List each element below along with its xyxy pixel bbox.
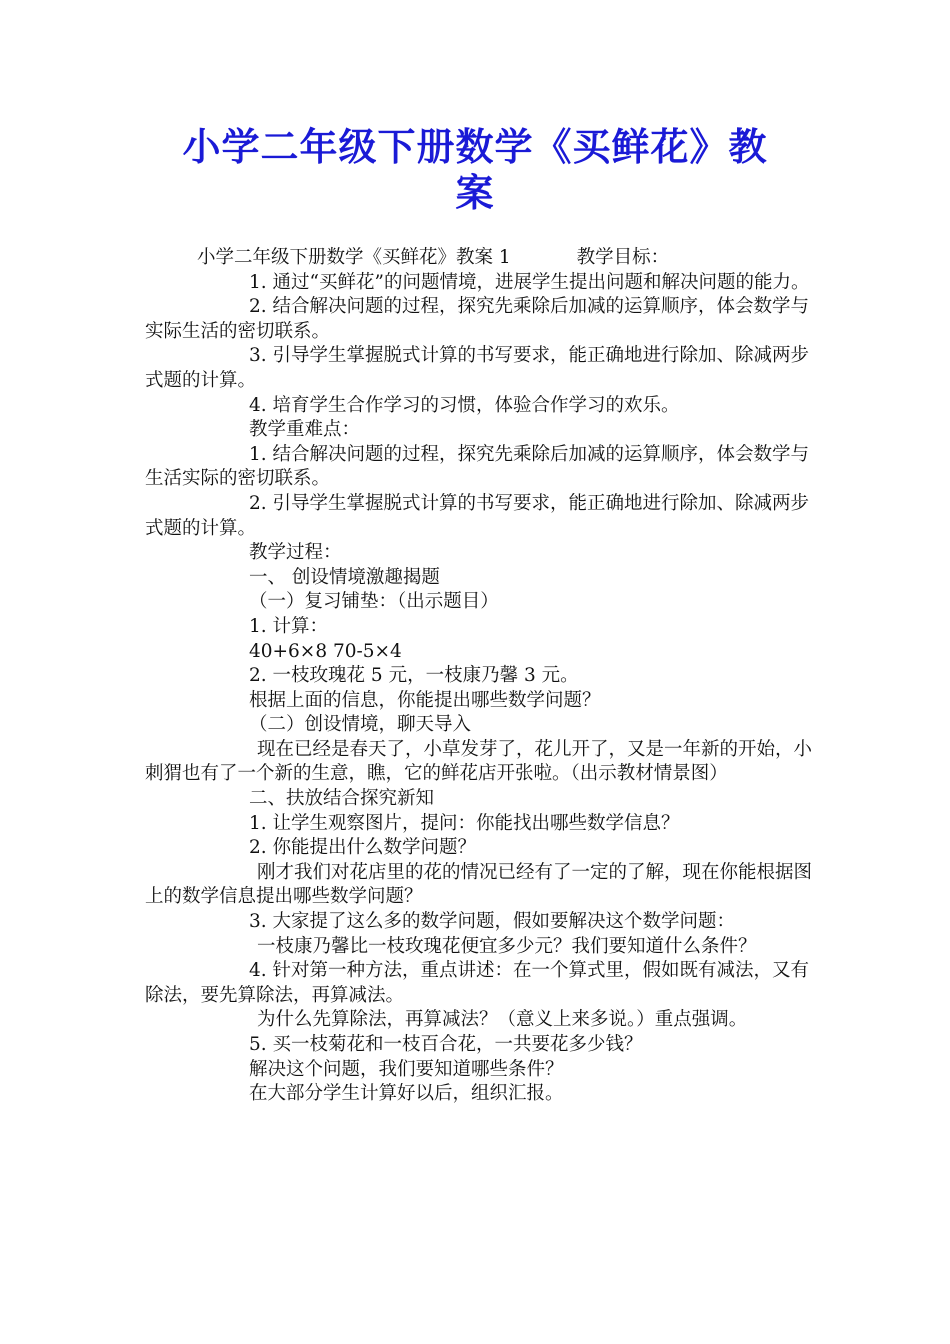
paragraph: 4. 针对第一种方法，重点讲述：在一个算式里，假如既有减法，又有除法，要先算除法，再算减法。 (145, 960, 810, 1006)
section-heading: 一、 创设情境激趣揭题 (249, 566, 440, 588)
paragraph: （二）创设情境，聊天导入 (249, 714, 472, 736)
paragraph: 2. 引导学生掌握脱式计算的书写要求，能正确地进行除加、除减两步式题的计算。 (145, 492, 810, 539)
paragraph: 2. 一枝玫瑰花 5 元，一枝康乃馨 3 元。 (249, 665, 579, 687)
paragraph: 为什么先算除法，再算减法？（意义上来多说。）重点强调。 (257, 1009, 748, 1031)
intro-heading: 小学二年级下册数学《买鲜花》教案 1 (197, 247, 511, 268)
paragraph: 1. 通过“买鲜花”的问题情境，进展学生提出问题和解决问题的能力。 (249, 271, 810, 293)
paragraph: 刚才我们对花店里的花的情况已经有了一定的了解，现在你能根据图上的数学信息提出哪些数学问题？ (145, 861, 813, 908)
section-heading: 教学重难点： (249, 419, 361, 441)
paragraph: 1. 计算： (249, 615, 329, 637)
intro-paragraph (145, 246, 825, 271)
paragraph: 4. 培育学生合作学习的习惯，体验合作学习的欢乐。 (249, 394, 680, 416)
title-line-2: 案 (455, 171, 495, 215)
paragraph: 5. 买一枝菊花和一枝百合花，一共要花多少钱？ (249, 1034, 643, 1055)
section-heading: 二、扶放结合探究新知 (249, 788, 435, 810)
paragraph: 在大部分学生计算好以后，组织汇报。 (249, 1083, 564, 1105)
paragraph: 1. 让学生观察图片，提问：你能找出哪些数学信息？ (249, 812, 680, 834)
objectives-heading: 教学目标： (576, 247, 670, 268)
paragraph: （一）复习铺垫：（出示题目） (249, 591, 499, 613)
title-line-1: 小学二年级下册数学《买鲜花》教 (182, 125, 768, 169)
document-title (145, 124, 805, 216)
paragraph: 解决这个问题，我们要知道哪些条件？ (249, 1058, 564, 1080)
paragraph: 现在已经是春天了，小草发芽了，花儿开了，又是一年新的开始，小刺猬也有了一个新的生意，瞧，它的鲜花店开张啦。（出示教材情景图） (145, 738, 813, 785)
document-body (145, 246, 825, 1107)
formula-line: 40+6×8 70-5×4 (249, 640, 402, 662)
paragraph: 根据上面的信息，你能提出哪些数学问题？ (249, 689, 601, 711)
paragraph: 2. 你能提出什么数学问题？ (249, 837, 477, 859)
paragraph: 3. 引导学生掌握脱式计算的书写要求，能正确地进行除加、除减两步式题的计算。 (145, 345, 810, 391)
section-heading: 教学过程： (249, 542, 342, 564)
paragraph: 1. 结合解决问题的过程，探究先乘除后加减的运算顺序，体会数学与生活实际的密切联系。 (145, 443, 810, 490)
paragraph: 2. 结合解决问题的过程，探究先乘除后加减的运算顺序，体会数学与实际生活的密切联系。 (145, 296, 810, 342)
paragraph: 一枝康乃馨比一枝玫瑰花便宜多少元？我们要知道什么条件？ (257, 935, 757, 957)
paragraph: 3. 大家提了这么多的数学问题，假如要解决这个数学问题： (249, 911, 736, 933)
